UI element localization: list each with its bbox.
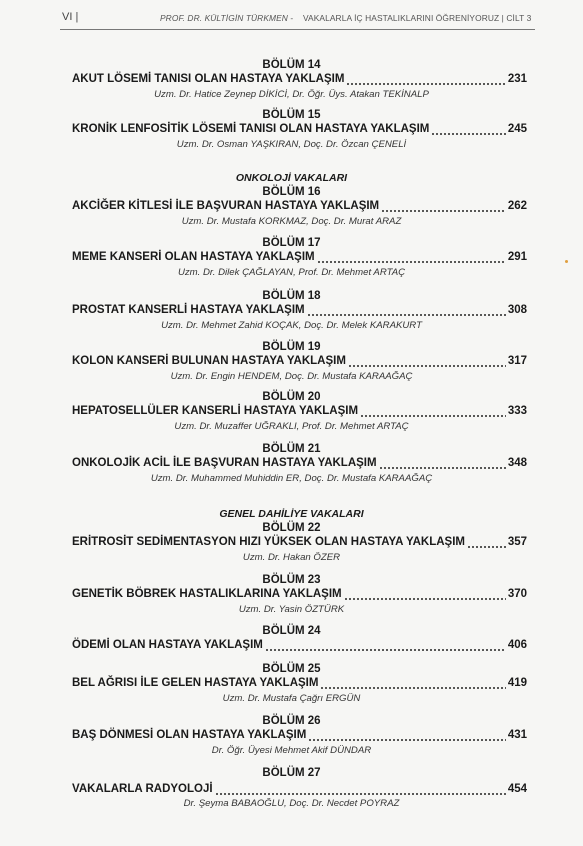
chapter-title: AKCİĞER KİTLESİ İLE BAŞVURAN HASTAYA YAKLAŞIM: [72, 200, 380, 212]
ink-spot: [565, 260, 568, 263]
chapter-number: BÖLÜM 19: [262, 341, 321, 353]
chapter-number: BÖLÜM 16: [262, 186, 321, 198]
toc-line: [72, 200, 527, 212]
header-separator: -: [290, 13, 294, 23]
chapter-title: PROSTAT KANSERLİ HASTAYA YAKLAŞIM: [72, 304, 305, 316]
chapter-number: BÖLÜM 15: [262, 109, 321, 121]
toc-line: [72, 783, 527, 795]
chapter-number: BÖLÜM 25: [262, 663, 321, 675]
chapter-title: MEME KANSERİ OLAN HASTAYA YAKLAŞIM: [72, 251, 315, 263]
toc-line: [72, 251, 527, 263]
dot-leader: [346, 73, 505, 85]
dot-leader: [431, 123, 505, 135]
dot-leader: [379, 457, 506, 469]
chapter-authors: Dr. Öğr. Üyesi Mehmet Akif DÜNDAR: [211, 745, 372, 756]
chapter-title: KRONİK LENFOSİTİK LÖSEMİ TANISI OLAN HASTAYA YAKLAŞIM: [72, 123, 430, 135]
page-ref: 231: [507, 73, 527, 85]
chapter-number: BÖLÜM 26: [262, 715, 321, 727]
page-ref: 317: [507, 355, 527, 367]
chapter-title: BEL AĞRISI İLE GELEN HASTAYA YAKLAŞIM: [72, 677, 319, 689]
header-author: PROF. DR. KÜLTİGİN TÜRKMEN: [160, 13, 288, 23]
toc-line: [72, 123, 527, 135]
dot-leader: [265, 639, 506, 651]
chapter-authors: Uzm. Dr. Muzaffer UĞRAKLI, Prof. Dr. Mehmet ARTAÇ: [174, 421, 409, 432]
chapter-title: KOLON KANSERİ BULUNAN HASTAYA YAKLAŞIM: [72, 355, 346, 367]
chapter-number: BÖLÜM 14: [262, 59, 321, 71]
chapter-authors: Uzm. Dr. Dilek ÇAĞLAYAN, Prof. Dr. Mehmet ARTAÇ: [177, 267, 406, 278]
chapter-authors: Uzm. Dr. Hatice Zeynep DİKİCİ, Dr. Öğr. Üys. Atakan TEKİNALP: [154, 89, 429, 100]
dot-leader: [344, 588, 506, 600]
chapter-number: BÖLÜM 21: [262, 443, 321, 455]
chapter-number: BÖLÜM 23: [262, 574, 321, 586]
chapter-title: HEPATOSELLÜLER KANSERLİ HASTAYA YAKLAŞIM: [72, 405, 359, 417]
toc-line: [72, 355, 527, 367]
page-ref: 419: [507, 677, 527, 689]
chapter-number: BÖLÜM 20: [262, 391, 321, 403]
page-ref: 431: [507, 729, 527, 741]
chapter-authors: Uzm. Dr. Mustafa Çağrı ERGÜN: [222, 693, 361, 704]
chapter-authors: Uzm. Dr. Engin HENDEM, Doç. Dr. Mustafa KARAAĞAÇ: [170, 371, 413, 382]
chapter-number: BÖLÜM 27: [262, 767, 321, 779]
section-heading-oncology: ONKOLOJİ VAKALARI: [235, 172, 348, 184]
toc-line: [72, 405, 527, 417]
running-title: [160, 13, 531, 23]
page-ref: 348: [507, 457, 527, 469]
page-ref: 370: [507, 588, 527, 600]
dot-leader: [381, 200, 506, 212]
page-ref: 333: [507, 405, 527, 417]
chapter-title: GENETİK BÖBREK HASTALIKLARINA YAKLAŞIM: [72, 588, 342, 600]
chapter-title: VAKALARLA RADYOLOJİ: [72, 783, 213, 795]
chapter-number: BÖLÜM 22: [262, 522, 321, 534]
toc-line: [72, 73, 527, 85]
dot-leader: [317, 251, 506, 263]
page-ref: 262: [507, 200, 527, 212]
header-rule: [60, 29, 535, 30]
page-ref: 406: [507, 639, 527, 651]
chapter-authors: Uzm. Dr. Osman YAŞKIRAN, Doç. Dr. Özcan ÇENELİ: [176, 139, 407, 150]
page-number: VI |: [62, 11, 79, 23]
dot-leader: [360, 405, 506, 417]
dot-leader: [307, 304, 506, 316]
dot-leader: [320, 677, 505, 689]
dot-leader: [348, 355, 506, 367]
running-header: [0, 0, 583, 40]
chapter-authors: Uzm. Dr. Muhammed Muhiddin ER, Doç. Dr. Mustafa KARAAĞAÇ: [150, 473, 433, 484]
page-ref: 357: [507, 536, 527, 548]
section-heading-general: GENEL DAHİLİYE VAKALARI: [219, 508, 364, 520]
page-ref: 308: [507, 304, 527, 316]
dot-leader: [467, 536, 506, 548]
toc-line: [72, 536, 527, 548]
toc-line: [72, 457, 527, 469]
chapter-title: ERİTROSİT SEDİMENTASYON HIZI YÜKSEK OLAN HASTAYA YAKLAŞIM: [72, 536, 465, 548]
chapter-authors: Uzm. Dr. Hakan ÖZER: [242, 552, 341, 563]
chapter-authors: Uzm. Dr. Yasin ÖZTÜRK: [238, 604, 345, 615]
toc-line: [72, 639, 527, 651]
chapter-number: BÖLÜM 24: [262, 625, 321, 637]
dot-leader: [308, 729, 506, 741]
toc-line: [72, 588, 527, 600]
page-ref: 245: [507, 123, 527, 135]
dot-leader: [215, 783, 506, 795]
chapter-title: AKUT LÖSEMİ TANISI OLAN HASTAYA YAKLAŞIM: [72, 73, 345, 85]
toc-line: [72, 304, 527, 316]
toc-line: [72, 677, 527, 689]
header-book-title: VAKALARLA İÇ HASTALIKLARINI ÖĞRENİYORUZ | CİLT 3: [302, 13, 532, 23]
toc-line: [72, 729, 527, 741]
chapter-title: ONKOLOJİK ACİL İLE BAŞVURAN HASTAYA YAKLAŞIM: [72, 457, 377, 469]
chapter-title: ÖDEMİ OLAN HASTAYA YAKLAŞIM: [72, 639, 263, 651]
page-ref: 291: [507, 251, 527, 263]
chapter-number: BÖLÜM 17: [262, 237, 321, 249]
chapter-authors: Uzm. Dr. Mustafa KORKMAZ, Doç. Dr. Murat ARAZ: [181, 216, 402, 227]
chapter-authors: Dr. Şeyma BABAOĞLU, Doç. Dr. Necdet POYRAZ: [183, 798, 400, 809]
chapter-number: BÖLÜM 18: [262, 290, 321, 302]
chapter-authors: Uzm. Dr. Mehmet Zahid KOÇAK, Doç. Dr. Melek KARAKURT: [161, 320, 422, 331]
page-ref: 454: [507, 783, 527, 795]
chapter-title: BAŞ DÖNMESİ OLAN HASTAYA YAKLAŞIM: [72, 729, 307, 741]
